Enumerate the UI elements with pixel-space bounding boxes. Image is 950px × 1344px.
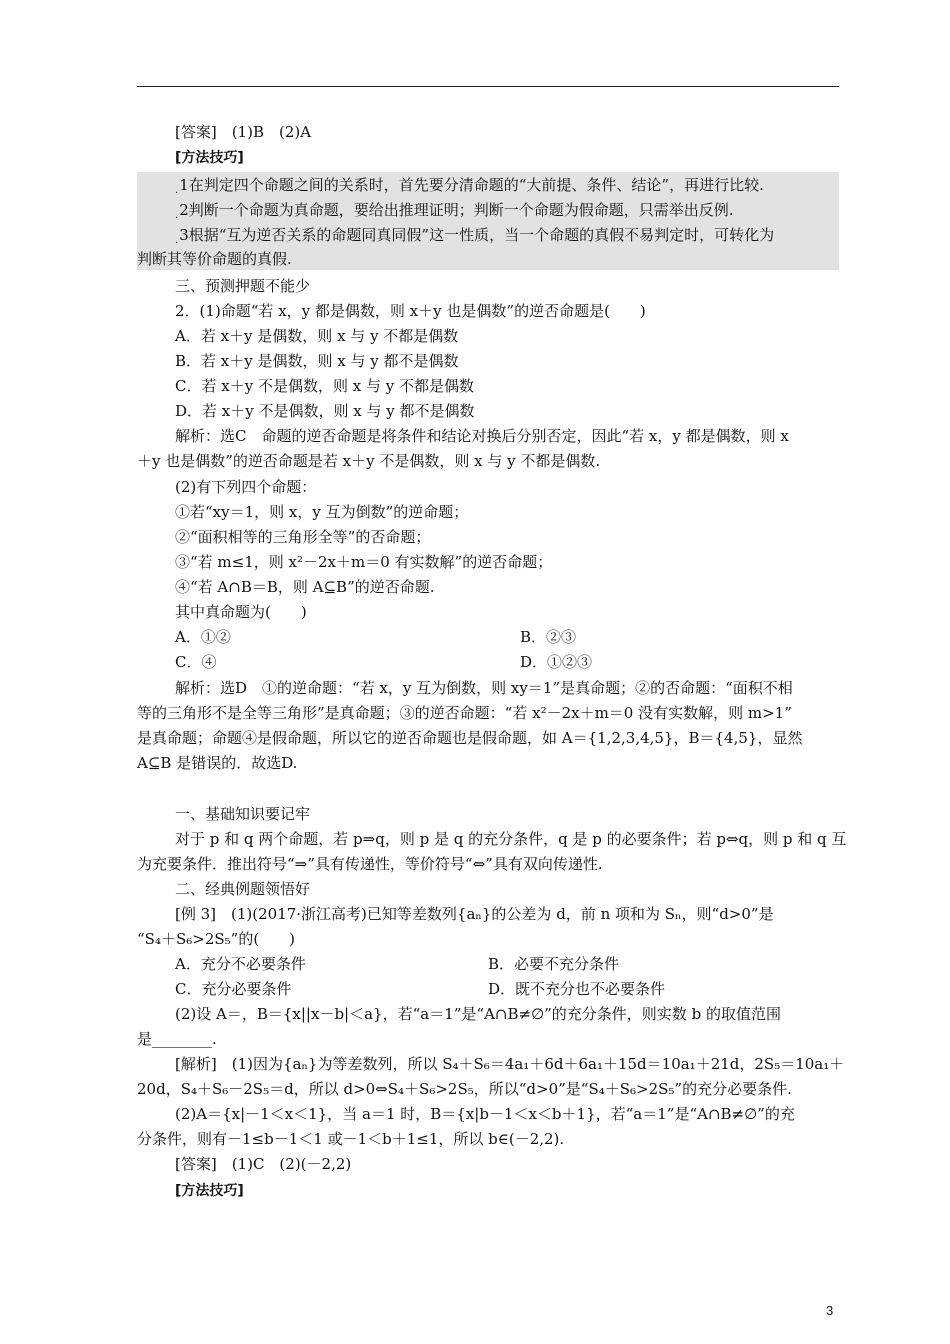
example-3-line-2: “S₄＋S₆>2S₅”的( ) xyxy=(137,930,296,948)
tip-1: .1在判定四个命题之间的关系时，首先要分清命题的“大前提、条件、结论”，再进行比较. xyxy=(175,176,764,196)
section-2-heading: 二、经典例题领悟好 xyxy=(175,880,311,898)
method-title: [方法技巧] xyxy=(175,150,244,166)
q2-1-option-d: D．若 x＋y 不是偶数，则 x 与 y 都不是偶数 xyxy=(175,402,475,420)
answer-1: [答案] (1)B (2)A xyxy=(175,123,312,141)
question-2-1: 2．(1)命题“若 x，y 都是偶数，则 x＋y 也是偶数”的逆否命题是( ) xyxy=(175,302,646,320)
q2-2-item-2: ②“面积相等的三角形全等”的否命题； xyxy=(175,528,431,546)
basic-knowledge-line-2: 为充要条件．推出符号“⇒”具有传递性，等价符号“⇔”具有双向传递性. xyxy=(137,855,603,873)
q2-2-item-3: ③“若 m≤1，则 x²－2x＋m＝0 有实数解”的逆否命题； xyxy=(175,553,553,571)
example-3-part-2-line-2: 是________. xyxy=(137,1030,217,1048)
q2-2-solution-line-2: 等的三角形不是全等三角形”是真命题；③的逆否命题：“若 x²－2x＋m＝0 没有实数解，则 m>1” xyxy=(137,704,792,722)
q2-2-option-a: A．①② xyxy=(175,628,231,646)
q2-2-ask: 其中真命题为( ) xyxy=(175,603,307,621)
q2-1-solution-line-2: ＋y 也是偶数”的逆否命题是若 x＋y 不是偶数，则 x 与 y 不都是偶数. xyxy=(137,452,601,470)
q2-2-solution-line-1: 解析：选D ①的逆命题：“若 x，y 互为倒数，则 xy＝1”是真命题；②的否命题：“面积不相 xyxy=(175,679,793,697)
q2-1-option-c: C．若 x＋y 不是偶数，则 x 与 y 不都是偶数 xyxy=(175,377,474,395)
ex3-solution-line-2: 20d，S₄＋S₆－2S₅＝d，所以 d>0⇔S₄＋S₆>2S₅，所以“d>0”是“S₄＋S₆>2S₅”的充分必要条件. xyxy=(137,1080,792,1098)
q2-2-item-4: ④“若 A∩B＝B，则 A⊆B”的逆否命题. xyxy=(175,578,435,596)
ex3-solution-line-1: [解析] (1)因为{aₙ}为等差数列，所以 S₄＋S₆＝4a₁＋6d＋6a₁＋15d＝10a₁＋21d，2S₅＝10a₁＋ xyxy=(175,1055,845,1073)
example-3-line-1: [例 3] (1)(2017·浙江高考)已知等差数列{aₙ}的公差为 d，前 n 项和为 Sₙ，则“d>0”是 xyxy=(175,905,774,923)
ex3-option-b: B．必要不充分条件 xyxy=(488,955,620,973)
tip-3: .3根据“互为逆否关系的命题同真同假”这一性质，当一个命题的真假不易判定时，可转化为 xyxy=(175,226,775,246)
q2-2-item-1: ①若“xy＝1，则 x，y 互为倒数”的逆命题； xyxy=(175,503,469,521)
section-3-heading: 三、预测押题不能少 xyxy=(175,277,311,295)
ex3-solution-line-4: 分条件，则有－1≤b－1＜1 或－1＜b＋1≤1，所以 b∈(－2,2). xyxy=(137,1130,565,1148)
q2-2-solution-line-3: 是真命题；命题④是假命题，所以它的逆否命题也是假命题，如 A＝{1,2,3,4,5}，B＝{4,5}，显然 xyxy=(137,729,803,747)
tip-2: .2判断一个命题为真命题，要给出推理证明；判断一个命题为假命题，只需举出反例. xyxy=(175,201,734,221)
q2-2-solution-line-4: A⊆B 是错误的．故选D. xyxy=(137,754,298,772)
ex3-option-c: C．充分必要条件 xyxy=(175,980,292,998)
ex3-option-a: A．充分不必要条件 xyxy=(175,955,306,973)
ex3-solution-line-3: (2)A＝{x|－1＜x＜1}，当 a＝1 时，B＝{x|b－1＜x＜b＋1}，若“a＝1”是“A∩B≠∅”的充 xyxy=(175,1105,795,1123)
q2-2-option-b: B．②③ xyxy=(520,628,577,646)
page-number: 3 xyxy=(826,1303,834,1318)
q2-1-solution-line-1: 解析：选C 命题的逆否命题是将条件和结论对换后分别否定，因此“若 x，y 都是偶数，则 x xyxy=(175,427,789,445)
tip-3-cont: 判断其等价命题的真假. xyxy=(137,250,292,268)
header-rule xyxy=(137,86,839,87)
section-1-heading: 一、基础知识要记牢 xyxy=(175,805,311,823)
basic-knowledge-line-1: 对于 p 和 q 两个命题，若 p⇒q，则 p 是 q 的充分条件，q 是 p 的必要条件；若 p⇔q，则 p 和 q 互 xyxy=(175,830,847,848)
q2-2-option-d: D．①②③ xyxy=(520,653,593,671)
ex3-option-d: D．既不充分也不必要条件 xyxy=(488,980,666,998)
q2-1-option-a: A．若 x＋y 是偶数，则 x 与 y 不都是偶数 xyxy=(175,327,459,345)
answer-3: [答案] (1)C (2)(－2,2) xyxy=(175,1155,352,1173)
q2-2-option-c: C．④ xyxy=(175,653,217,671)
method-title-2: [方法技巧] xyxy=(175,1183,244,1199)
question-2-2: (2)有下列四个命题： xyxy=(175,478,317,496)
q2-1-option-b: B．若 x＋y 是偶数，则 x 与 y 都不是偶数 xyxy=(175,352,459,370)
example-3-part-2-line-1: (2)设 A＝，B＝{x||x－b|＜a}，若“a＝1”是“A∩B≠∅”的充分条件，则实数 b 的取值范围 xyxy=(175,1005,781,1023)
